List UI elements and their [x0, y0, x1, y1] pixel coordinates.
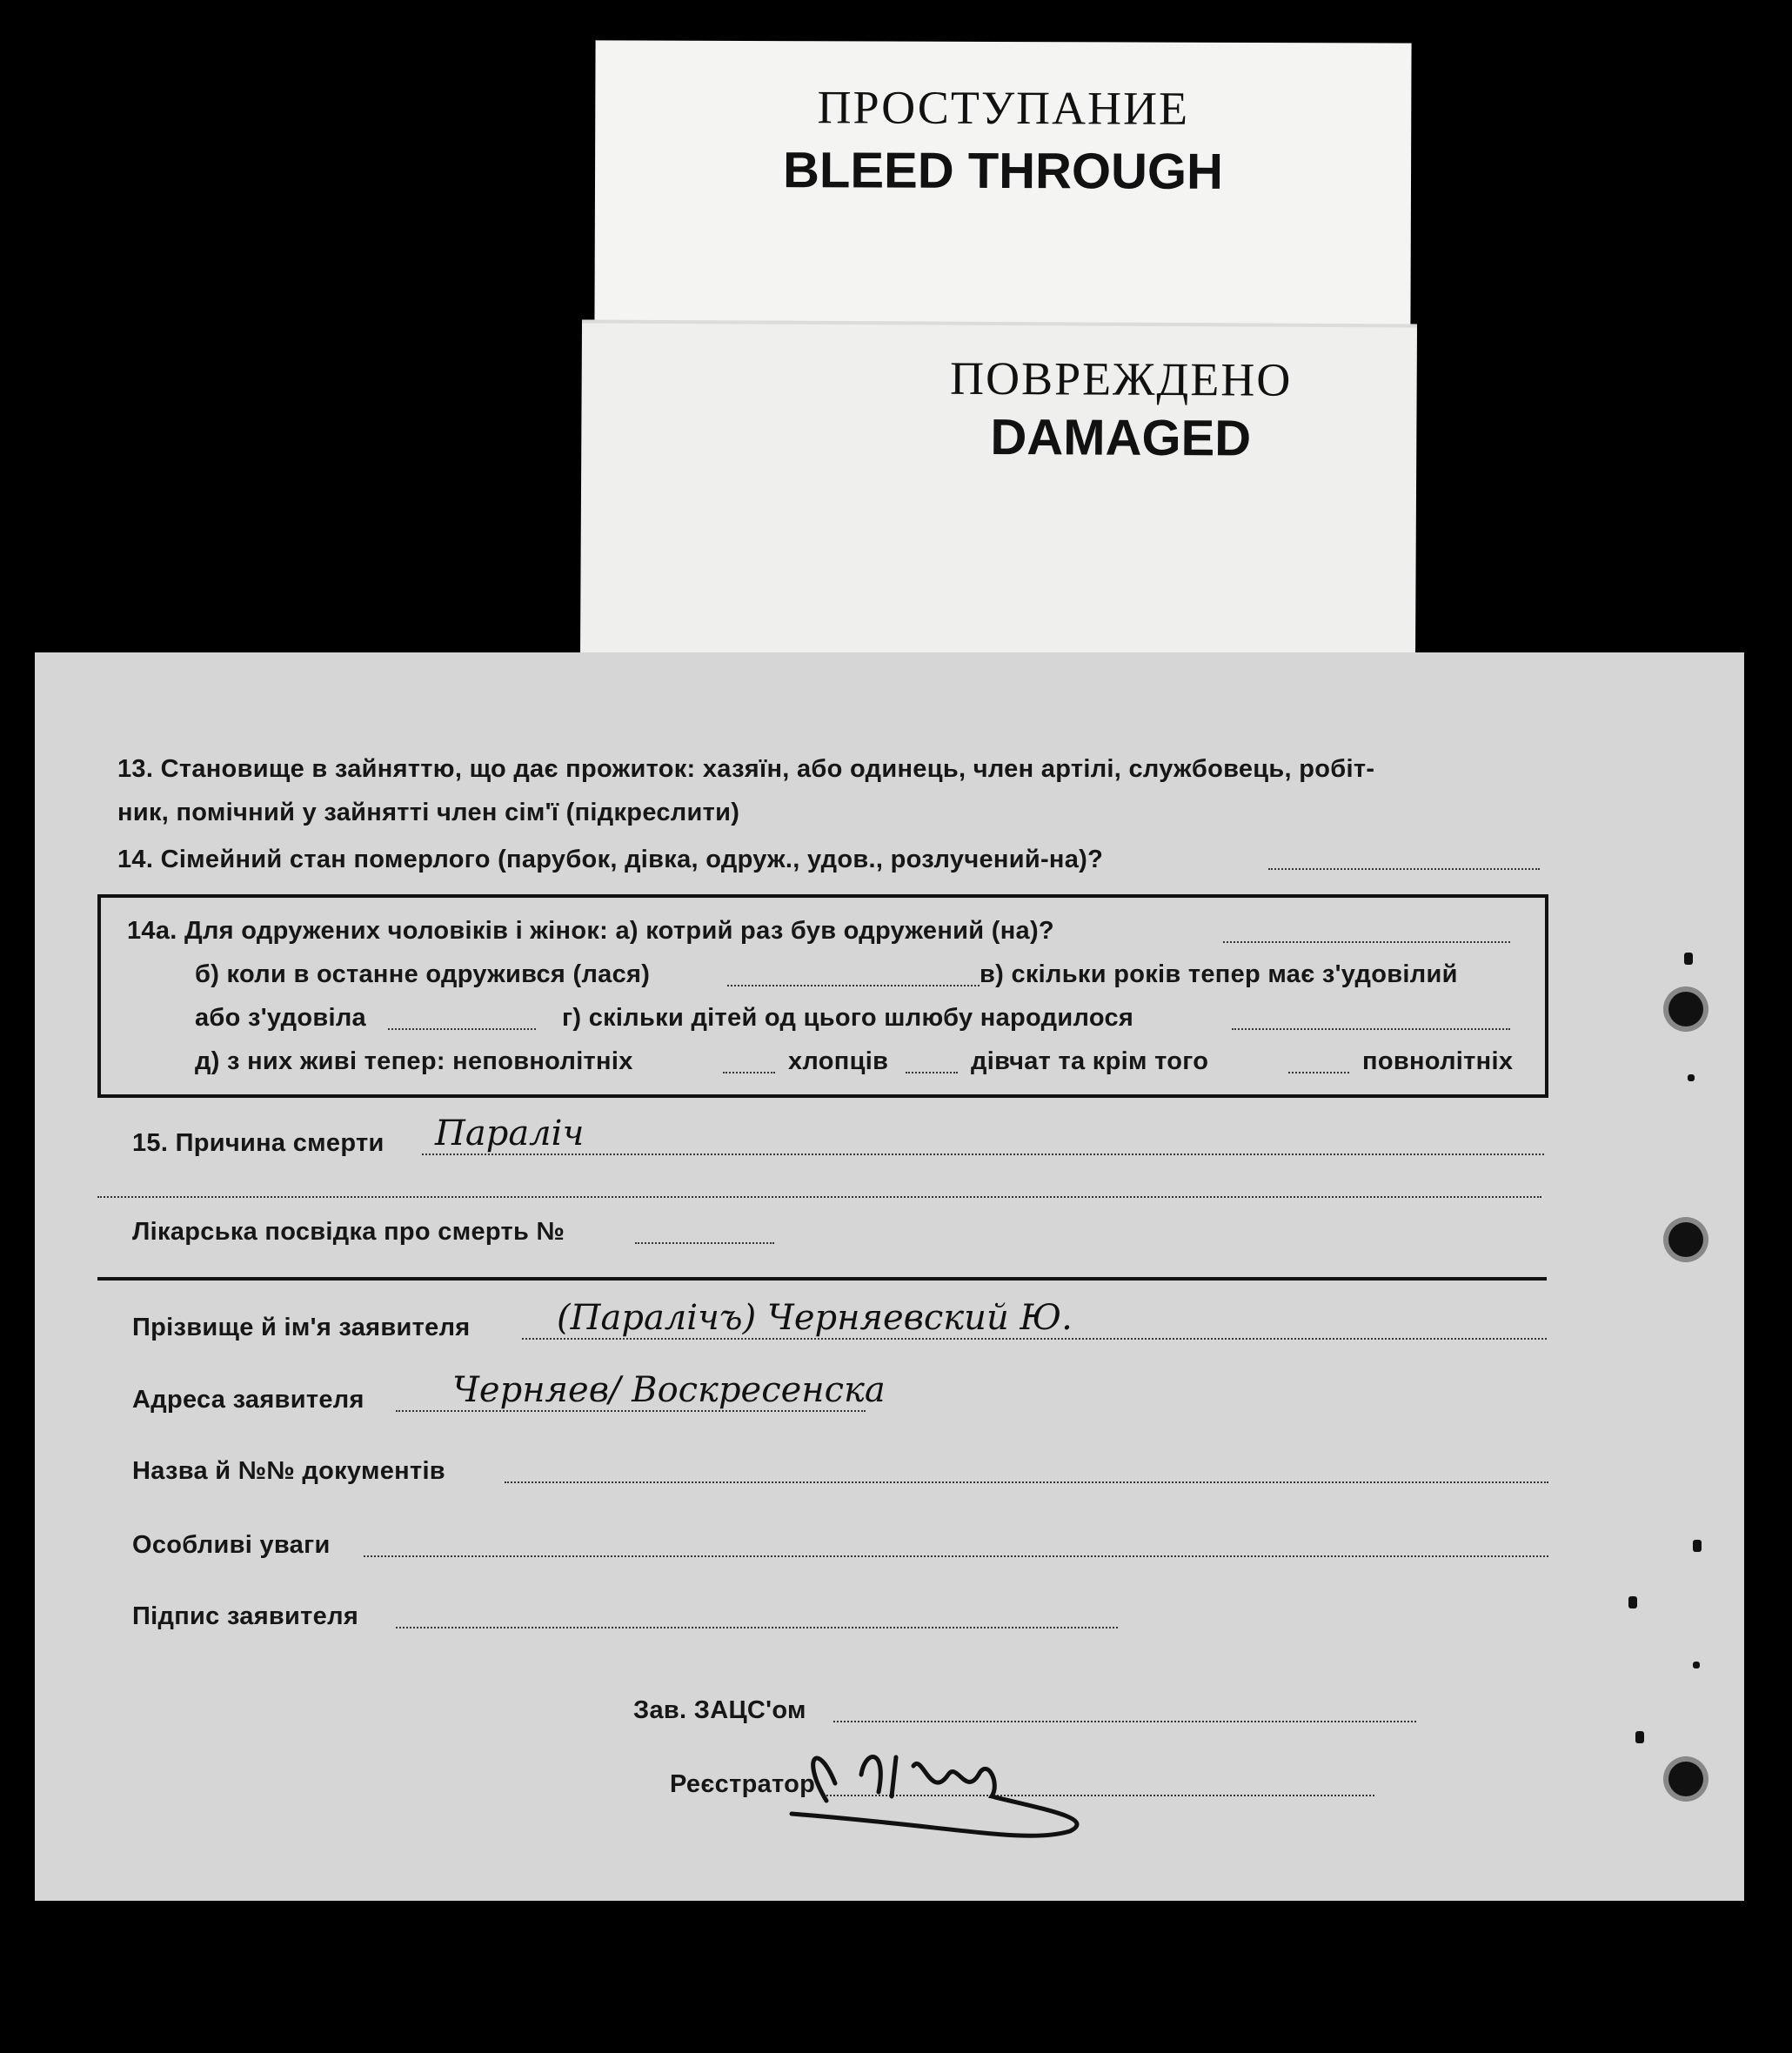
item14a-d-girls: дівчат та крім того [971, 1047, 1209, 1075]
speck [1628, 1596, 1637, 1608]
registrar-label: Реєстратор [670, 1770, 816, 1798]
item13-line1: 13. Становище в зайняттю, що дає прожиток: хазяїн, або одинець, член артілі, службовець, робіт- [117, 755, 1375, 783]
applicant-address-value: Черняев/ Воскресенска [452, 1370, 886, 1410]
signature-label: Підпис заявителя [132, 1602, 359, 1630]
signature-field [396, 1627, 1118, 1628]
item14a-a-field [1223, 941, 1510, 943]
item14a-v-label: в) скільки років тепер має з'удовілий [980, 960, 1458, 988]
cause-field [422, 1154, 1544, 1155]
item14a-v-field [388, 1028, 536, 1030]
applicant-name-value: (Паралiчъ) Черняевский Ю. [557, 1298, 1073, 1338]
speck [1635, 1731, 1644, 1743]
item13-line2: ник, помічний у зайнятті член сім'ї (підкреслити) [117, 799, 740, 826]
speck [1684, 953, 1693, 965]
item14a-b-field [727, 985, 980, 986]
item14-label: 14. Сімейний стан померлого (парубок, дівка, одруж., удов., розлучений-на)? [117, 846, 1104, 873]
notes-label: Особливі уваги [132, 1531, 331, 1559]
item14a-d-label: д) з них живі тепер: неповнолітніх [195, 1047, 633, 1075]
item14a-d-boys-field [906, 1072, 958, 1073]
cause-field-2 [97, 1196, 1541, 1198]
documents-label: Назва й №№ документів [132, 1457, 445, 1485]
punch-hole [1668, 992, 1703, 1026]
applicant-name-field [522, 1338, 1547, 1340]
section-divider [97, 1277, 1547, 1281]
punch-hole [1668, 1762, 1703, 1796]
item14a-d-boys: хлопців [788, 1047, 889, 1075]
head-label: Зав. ЗАЦС'ом [633, 1696, 806, 1724]
item14-field [1268, 868, 1540, 870]
applicant-address-field [396, 1410, 866, 1412]
bleed-through-card [594, 40, 1411, 330]
punch-hole [1668, 1222, 1703, 1257]
medical-certificate-label: Лікарська посвідка про смерть № [132, 1218, 565, 1246]
damaged-card [580, 319, 1417, 666]
damaged-label-ru: ПОВРЕЖДЕНО [949, 351, 1293, 406]
bleed-through-label-en: BLEED THROUGH [782, 142, 1224, 200]
registration-form [35, 652, 1744, 1901]
documents-field [505, 1481, 1548, 1483]
item15-label: 15. Причина смерти [132, 1129, 384, 1157]
item14a-d-girls-field [1288, 1072, 1349, 1073]
item14a-box [97, 894, 1548, 1098]
cause-value: Паралiч [435, 1113, 585, 1154]
applicant-address-label: Адреса заявителя [132, 1386, 364, 1414]
speck [1693, 1662, 1700, 1668]
item14a-d-minors-field [723, 1072, 775, 1073]
medical-certificate-field [635, 1242, 774, 1244]
notes-field [364, 1555, 1548, 1557]
registrar-signature [783, 1722, 1122, 1844]
item14a-d-adults: повнолітніх [1362, 1047, 1514, 1075]
damaged-label-en: DAMAGED [990, 408, 1252, 467]
applicant-name-label: Прізвище й ім'я заявителя [132, 1314, 471, 1341]
bleed-through-label-ru: ПРОСТУПАНИЕ [817, 81, 1190, 135]
item14a-g-field [1232, 1028, 1510, 1030]
item14a-line1: 14а. Для одружених чоловіків і жінок: а) котрий раз був одружений (на)? [127, 917, 1054, 945]
item14a-v-cont: або з'удовіла [195, 1004, 366, 1032]
speck [1693, 1540, 1702, 1552]
item14a-g-label: г) скільки дітей од цього шлюбу народилося [562, 1004, 1134, 1032]
speck [1688, 1074, 1695, 1081]
item14a-b-label: б) коли в останне одружився (лася) [195, 960, 651, 988]
